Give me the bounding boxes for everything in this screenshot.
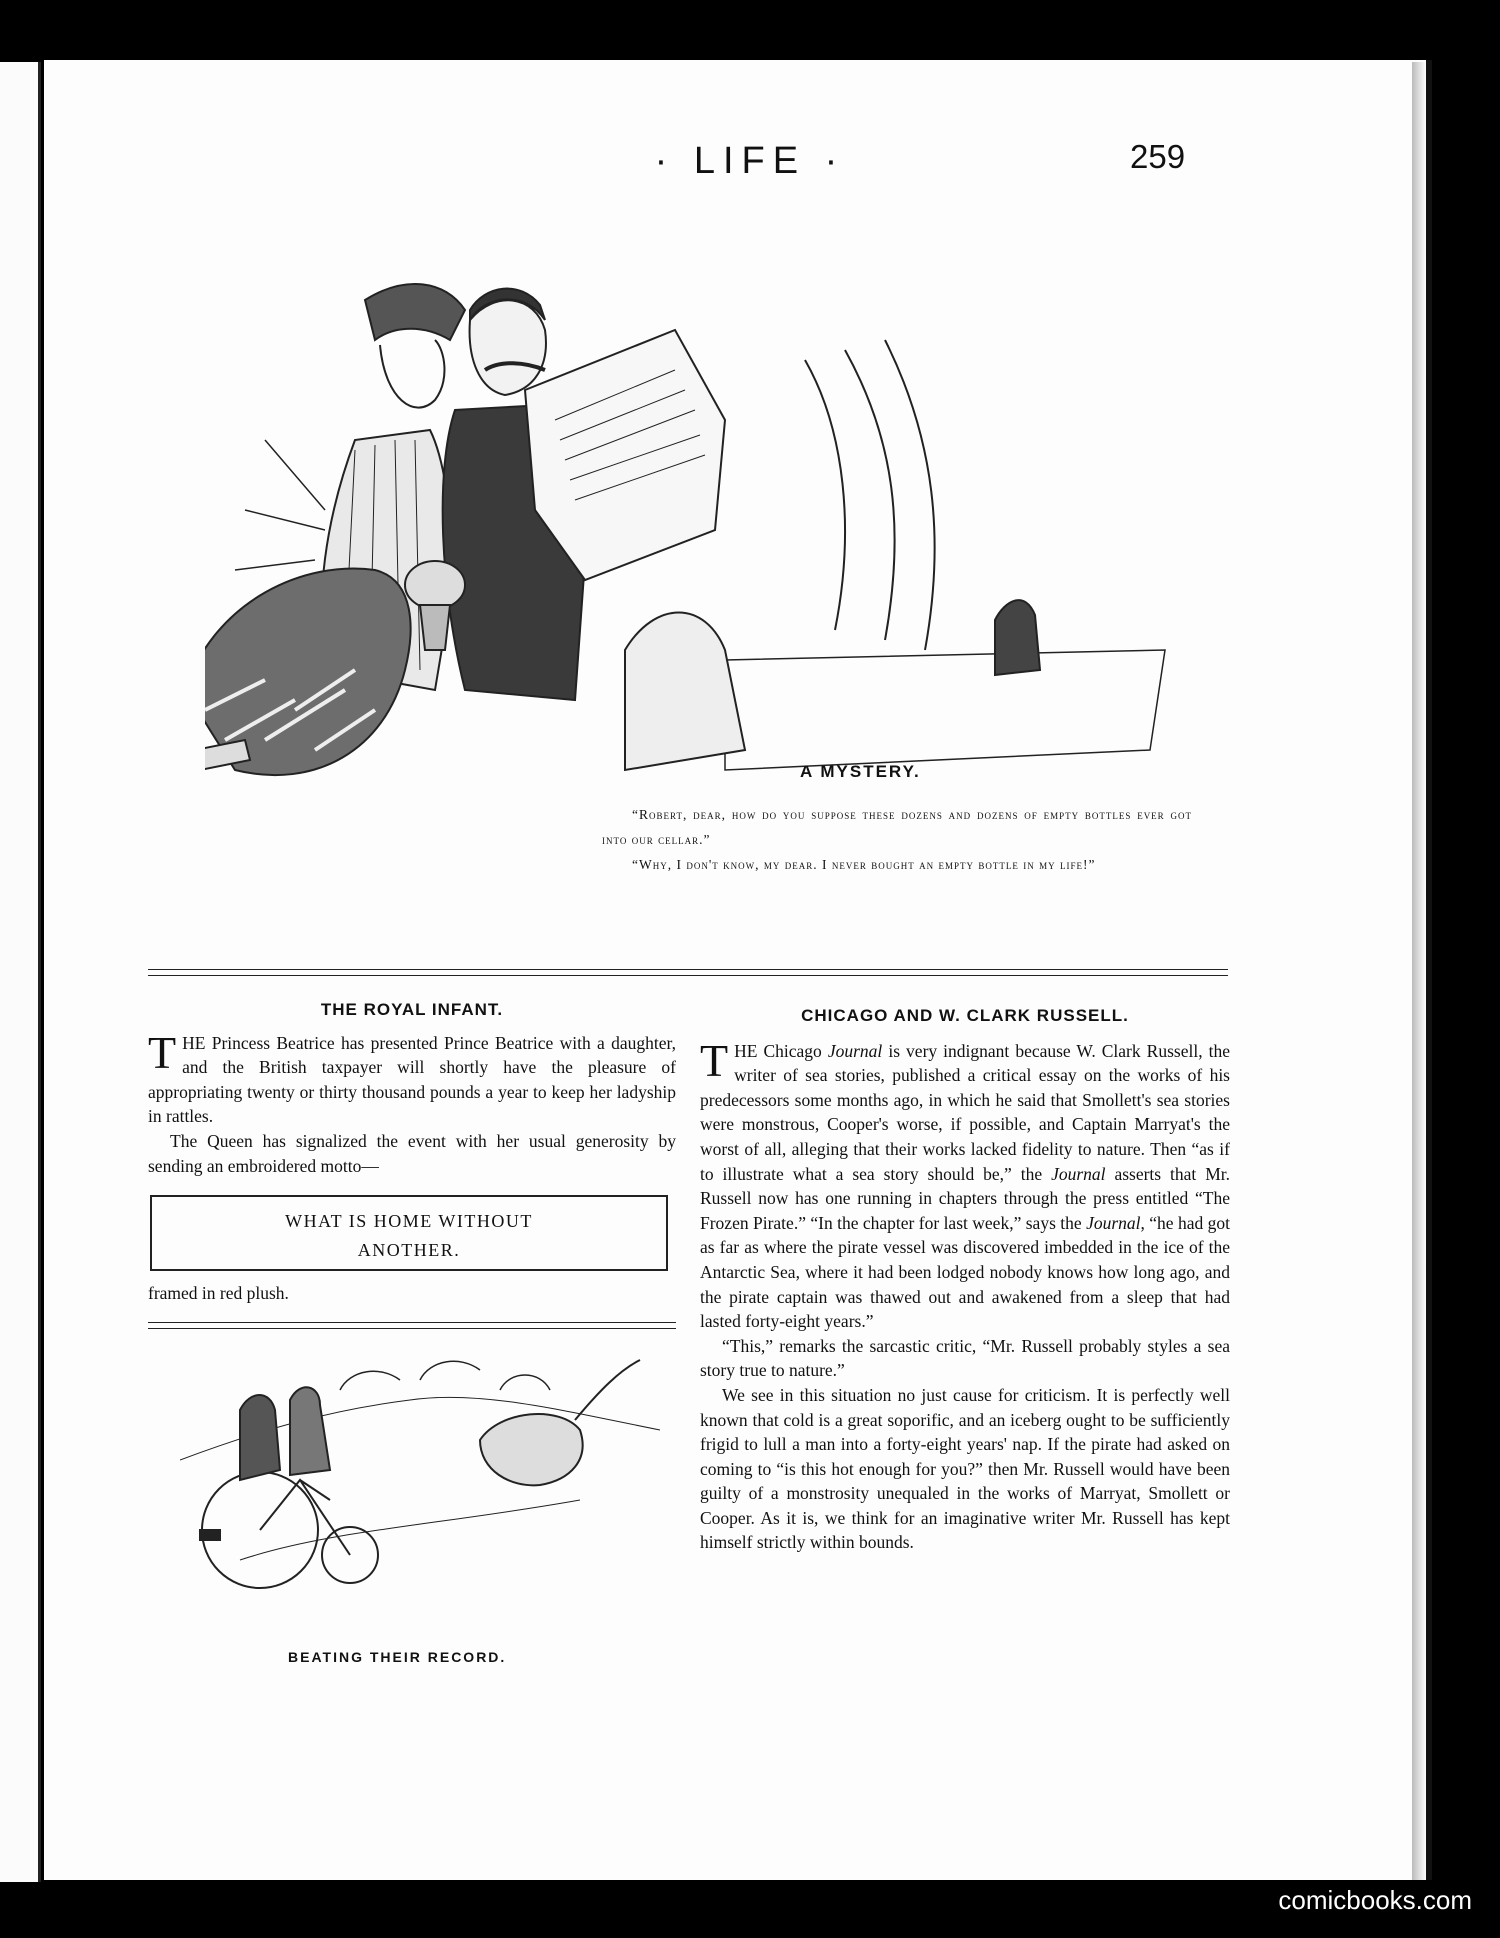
journal-title: Journal	[1086, 1212, 1141, 1233]
bicycle-caption: BEATING THEIR RECORD.	[288, 1649, 507, 1665]
chicago-paragraph-2: “This,” remarks the sarcastic critic, “Mr. Russell probably styles a sea story true to nature.”	[700, 1335, 1230, 1381]
chicago-text-1a: HE Chicago	[734, 1040, 828, 1061]
chicago-text-1b: is very indignant because W. Clark Russell, the writer of sea stories, published a critical essay on the works of his predecessors some months ago, in which he said that Smollett's sea stories were monstrous, Cooper's worse, if possible, and Captain Marryat's the worst of all, alleging that their works lacked fidelity to nature. Then “as if to illustrate what a sea story should be,” the	[700, 1040, 1230, 1184]
mystery-caption	[602, 802, 1192, 877]
journal-title: Journal	[827, 1040, 883, 1061]
left-page-edge	[0, 62, 41, 1882]
chicago-russell-title: CHICAGO AND W. CLARK RUSSELL.	[801, 1006, 1129, 1025]
watermark: comicbooks.com	[1278, 1885, 1472, 1915]
left-column-divider	[148, 1322, 676, 1329]
mystery-line-1: “Robert, dear, how do you suppose these dozens and dozens of empty bottles ever got into our cellar.”	[602, 807, 1192, 847]
embroidered-motto-box	[150, 1195, 668, 1271]
journal-title: Journal	[1051, 1163, 1106, 1184]
section-divider	[148, 969, 1228, 976]
mystery-line-2: “Why, I don't know, my dear. I never bought an empty bottle in my life!”	[632, 857, 1096, 872]
royal-infant-title: THE ROYAL INFANT.	[320, 1000, 504, 1019]
motto-line-2: ANOTHER.	[357, 1240, 461, 1260]
bicycle-illustration	[180, 1350, 670, 1600]
masthead: · LIFE ·	[654, 140, 846, 182]
royal-infant-paragraph-2: The Queen has signalized the event with her usual generosity by sending an embroidered motto—	[148, 1130, 676, 1176]
motto-line-1: WHAT IS HOME WITHOUT	[285, 1211, 533, 1231]
mystery-title: A MYSTERY.	[800, 762, 921, 781]
royal-infant-article	[148, 998, 676, 1178]
chicago-text-1c: asserts that Mr. Russell now has one running in chapters through the press entitled “The Frozen Pirate.” “In the chapter for last week,” says the	[700, 1163, 1230, 1233]
royal-infant-paragraph-1: HE Princess Beatrice has presented Prince Beatrice with a daughter, and the British taxpayer will shortly have the pleasure of appropriating twenty or thirty thousand pounds a year to keep her ladyship in rattles.	[148, 1032, 676, 1127]
motto-after-text: framed in red plush.	[148, 1283, 289, 1303]
page-edge-shadow	[1412, 62, 1426, 1880]
drop-cap: T	[148, 1026, 177, 1078]
chicago-russell-article	[700, 1004, 1230, 1555]
chicago-text-1d: , “he had got as far as where the pirate vessel was discovered imbedded in the ice of the Antarctic Sea, where it had been lodged nobody knows how long ago, and the pirate captain was thawed out and awakened from a sleep that had lasted forty-eight years.”	[700, 1212, 1231, 1332]
page-number: 259	[1130, 138, 1186, 175]
chicago-paragraph-3: We see in this situation no just cause for criticism. It is perfectly well known that cold is a great soporific, and an iceberg ought to be sufficiently frigid to lull a man into a forty-eight years' nap. If the pirate had asked on coming to “is this hot enough for you?” then Mr. Russell would have been guilty of a monstrosity unequaled in the works of Marryat, Smollett or Cooper. As it is, we think for an imaginative writer Mr. Russell has kept himself strictly within bounds.	[700, 1384, 1230, 1553]
drop-cap: T	[700, 1034, 729, 1086]
